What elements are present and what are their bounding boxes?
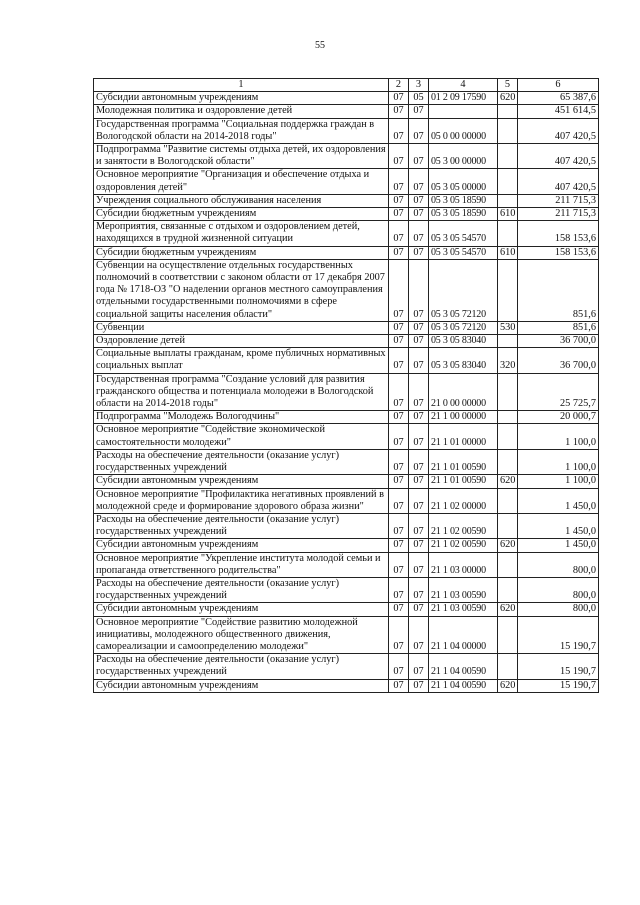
cell-subsection: 07 — [409, 539, 429, 552]
table-row — [94, 246, 599, 259]
cell-section: 07 — [389, 577, 409, 602]
cell-section: 07 — [389, 616, 409, 654]
cell-expense-type — [498, 373, 518, 411]
table-body — [94, 92, 599, 693]
cell-amount: 20 000,7 — [518, 411, 599, 424]
cell-expense-type: 620 — [498, 92, 518, 105]
cell-name: Основное мероприятие "Содействие развитию молодежной инициативы, молодежного общественного движения, самореализации и самоопределению молодежи" — [94, 616, 389, 654]
cell-name: Социальные выплаты гражданам, кроме публичных нормативных социальных выплат — [94, 348, 389, 373]
cell-name: Подпрограмма "Развитие системы отдыха детей, их оздоровления и занятости в Вологодской области" — [94, 144, 389, 169]
cell-expense-type: 620 — [498, 539, 518, 552]
cell-subsection: 07 — [409, 411, 429, 424]
budget-table — [93, 78, 599, 693]
cell-amount: 211 715,3 — [518, 208, 599, 221]
cell-name: Расходы на обеспечение деятельности (оказание услуг) государственных учреждений — [94, 654, 389, 679]
table-row — [94, 424, 599, 449]
cell-section: 07 — [389, 348, 409, 373]
cell-expense-type — [498, 552, 518, 577]
page-number: 55 — [315, 40, 325, 51]
cell-section: 07 — [389, 679, 409, 692]
cell-section: 07 — [389, 221, 409, 246]
cell-section: 07 — [389, 118, 409, 143]
cell-target-code: 05 3 05 54570 — [429, 246, 498, 259]
table-row — [94, 552, 599, 577]
table-row — [94, 144, 599, 169]
cell-target-code: 05 3 05 72120 — [429, 259, 498, 321]
cell-expense-type — [498, 259, 518, 321]
cell-name: Субсидии автономным учреждениям — [94, 92, 389, 105]
cell-expense-type — [498, 221, 518, 246]
cell-target-code: 05 0 00 00000 — [429, 118, 498, 143]
cell-amount: 25 725,7 — [518, 373, 599, 411]
cell-expense-type — [498, 105, 518, 118]
table-row — [94, 259, 599, 321]
table-row — [94, 321, 599, 334]
cell-section: 07 — [389, 259, 409, 321]
cell-section: 07 — [389, 208, 409, 221]
cell-subsection: 07 — [409, 221, 429, 246]
cell-expense-type — [498, 577, 518, 602]
cell-expense-type — [498, 616, 518, 654]
cell-section: 07 — [389, 105, 409, 118]
cell-target-code: 21 1 04 00590 — [429, 654, 498, 679]
cell-amount: 158 153,6 — [518, 221, 599, 246]
cell-target-code: 05 3 05 83040 — [429, 335, 498, 348]
table-row — [94, 654, 599, 679]
cell-section: 07 — [389, 411, 409, 424]
cell-expense-type: 620 — [498, 475, 518, 488]
cell-name: Субвенции на осуществление отдельных государственных полномочий в соответствии с законом области от 17 декабря 2007 года № 1718-ОЗ "О наделении органов местного самоуправления отдельными государственными полномочиями в сфере социальной защиты населения области" — [94, 259, 389, 321]
cell-section: 07 — [389, 424, 409, 449]
cell-subsection: 07 — [409, 513, 429, 538]
cell-section: 07 — [389, 539, 409, 552]
table-row — [94, 373, 599, 411]
cell-target-code: 05 3 05 00000 — [429, 169, 498, 194]
cell-target-code: 05 3 05 18590 — [429, 208, 498, 221]
cell-subsection: 07 — [409, 194, 429, 207]
cell-name: Подпрограмма "Молодежь Вологодчины" — [94, 411, 389, 424]
cell-target-code: 21 1 03 00590 — [429, 577, 498, 602]
cell-subsection: 07 — [409, 144, 429, 169]
cell-target-code: 05 3 05 72120 — [429, 321, 498, 334]
cell-expense-type — [498, 449, 518, 474]
cell-expense-type — [498, 411, 518, 424]
cell-name: Субсидии автономным учреждениям — [94, 679, 389, 692]
cell-amount: 36 700,0 — [518, 348, 599, 373]
table-row — [94, 105, 599, 118]
cell-target-code: 21 1 04 00000 — [429, 616, 498, 654]
cell-name: Мероприятия, связанные с отдыхом и оздоровлением детей, находящихся в трудной жизненной ситуации — [94, 221, 389, 246]
cell-subsection: 07 — [409, 577, 429, 602]
header-col-subsection: 3 — [409, 79, 429, 92]
cell-name: Государственная программа "Создание условий для развития гражданского общества и потенциала молодежи в Вологодской области на 2014-2018 годы" — [94, 373, 389, 411]
cell-amount: 65 387,6 — [518, 92, 599, 105]
cell-amount: 158 153,6 — [518, 246, 599, 259]
cell-name: Оздоровление детей — [94, 335, 389, 348]
cell-target-code: 21 1 03 00000 — [429, 552, 498, 577]
header-col-amount: 6 — [518, 79, 599, 92]
cell-section: 07 — [389, 475, 409, 488]
cell-amount: 15 190,7 — [518, 654, 599, 679]
cell-subsection: 07 — [409, 105, 429, 118]
cell-amount: 407 420,5 — [518, 169, 599, 194]
cell-expense-type — [498, 654, 518, 679]
cell-name: Субсидии автономным учреждениям — [94, 603, 389, 616]
cell-amount: 407 420,5 — [518, 144, 599, 169]
header-row — [94, 79, 599, 92]
cell-subsection: 07 — [409, 321, 429, 334]
header-col-section: 2 — [389, 79, 409, 92]
cell-amount: 451 614,5 — [518, 105, 599, 118]
table-row — [94, 679, 599, 692]
cell-target-code: 21 1 00 00000 — [429, 411, 498, 424]
cell-subsection: 07 — [409, 335, 429, 348]
cell-name: Государственная программа "Социальная поддержка граждан в Вологодской области на 2014-2018 годы" — [94, 118, 389, 143]
cell-amount: 1 100,0 — [518, 424, 599, 449]
cell-target-code: 21 1 03 00590 — [429, 603, 498, 616]
cell-amount: 1 100,0 — [518, 449, 599, 474]
cell-subsection: 07 — [409, 246, 429, 259]
cell-section: 07 — [389, 335, 409, 348]
header-col-name: 1 — [94, 79, 389, 92]
cell-expense-type — [498, 424, 518, 449]
cell-name: Основное мероприятие "Организация и обеспечение отдыха и оздоровления детей" — [94, 169, 389, 194]
cell-expense-type — [498, 144, 518, 169]
cell-amount: 15 190,7 — [518, 679, 599, 692]
cell-subsection: 07 — [409, 373, 429, 411]
cell-expense-type — [498, 335, 518, 348]
table-row — [94, 577, 599, 602]
cell-name: Субсидии автономным учреждениям — [94, 539, 389, 552]
cell-name: Субвенции — [94, 321, 389, 334]
cell-target-code: 21 1 01 00000 — [429, 424, 498, 449]
cell-subsection: 07 — [409, 118, 429, 143]
cell-amount: 1 450,0 — [518, 488, 599, 513]
cell-name: Субсидии бюджетным учреждениям — [94, 208, 389, 221]
cell-amount: 851,6 — [518, 259, 599, 321]
cell-amount: 800,0 — [518, 577, 599, 602]
cell-expense-type: 620 — [498, 603, 518, 616]
cell-subsection: 07 — [409, 603, 429, 616]
cell-expense-type — [498, 118, 518, 143]
cell-subsection: 07 — [409, 208, 429, 221]
cell-section: 07 — [389, 513, 409, 538]
cell-target-code: 21 1 02 00000 — [429, 488, 498, 513]
table-row — [94, 539, 599, 552]
table-row — [94, 513, 599, 538]
cell-amount: 800,0 — [518, 603, 599, 616]
cell-subsection: 07 — [409, 475, 429, 488]
cell-expense-type — [498, 194, 518, 207]
cell-subsection: 07 — [409, 616, 429, 654]
cell-amount: 36 700,0 — [518, 335, 599, 348]
cell-subsection: 07 — [409, 654, 429, 679]
table-row — [94, 449, 599, 474]
cell-target-code: 05 3 05 18590 — [429, 194, 498, 207]
table-row — [94, 169, 599, 194]
cell-subsection: 05 — [409, 92, 429, 105]
cell-expense-type: 610 — [498, 246, 518, 259]
cell-target-code: 21 1 02 00590 — [429, 539, 498, 552]
table-row — [94, 348, 599, 373]
table-row — [94, 616, 599, 654]
table-row — [94, 488, 599, 513]
cell-name: Субсидии бюджетным учреждениям — [94, 246, 389, 259]
cell-expense-type — [498, 513, 518, 538]
cell-target-code: 21 1 01 00590 — [429, 475, 498, 488]
cell-expense-type: 530 — [498, 321, 518, 334]
cell-target-code: 21 1 01 00590 — [429, 449, 498, 474]
cell-section: 07 — [389, 144, 409, 169]
cell-name: Основное мероприятие "Содействие экономической самостоятельности молодежи" — [94, 424, 389, 449]
cell-target-code: 21 0 00 00000 — [429, 373, 498, 411]
cell-amount: 15 190,7 — [518, 616, 599, 654]
cell-section: 07 — [389, 92, 409, 105]
cell-expense-type: 610 — [498, 208, 518, 221]
table-row — [94, 92, 599, 105]
cell-name: Расходы на обеспечение деятельности (оказание услуг) государственных учреждений — [94, 577, 389, 602]
cell-amount: 1 100,0 — [518, 475, 599, 488]
cell-target-code: 21 1 04 00590 — [429, 679, 498, 692]
cell-expense-type: 620 — [498, 679, 518, 692]
cell-subsection: 07 — [409, 169, 429, 194]
cell-section: 07 — [389, 169, 409, 194]
cell-section: 07 — [389, 488, 409, 513]
table-row — [94, 335, 599, 348]
cell-name: Молодежная политика и оздоровление детей — [94, 105, 389, 118]
cell-section: 07 — [389, 373, 409, 411]
cell-section: 07 — [389, 194, 409, 207]
table-row — [94, 208, 599, 221]
table-row — [94, 411, 599, 424]
header-col-expense-type: 5 — [498, 79, 518, 92]
cell-amount: 1 450,0 — [518, 539, 599, 552]
cell-target-code: 05 3 05 54570 — [429, 221, 498, 246]
cell-name: Учреждения социального обслуживания населения — [94, 194, 389, 207]
table-header — [94, 79, 599, 92]
cell-section: 07 — [389, 246, 409, 259]
cell-subsection: 07 — [409, 424, 429, 449]
table-row — [94, 603, 599, 616]
cell-subsection: 07 — [409, 348, 429, 373]
cell-amount: 851,6 — [518, 321, 599, 334]
cell-target-code: 05 3 00 00000 — [429, 144, 498, 169]
header-col-target-code: 4 — [429, 79, 498, 92]
table-row — [94, 194, 599, 207]
cell-target-code: 01 2 09 17590 — [429, 92, 498, 105]
cell-amount: 800,0 — [518, 552, 599, 577]
cell-subsection: 07 — [409, 552, 429, 577]
cell-amount: 1 450,0 — [518, 513, 599, 538]
cell-section: 07 — [389, 321, 409, 334]
cell-subsection: 07 — [409, 679, 429, 692]
cell-subsection: 07 — [409, 449, 429, 474]
cell-name: Расходы на обеспечение деятельности (оказание услуг) государственных учреждений — [94, 513, 389, 538]
cell-target-code: 21 1 02 00590 — [429, 513, 498, 538]
cell-name: Расходы на обеспечение деятельности (оказание услуг) государственных учреждений — [94, 449, 389, 474]
cell-expense-type — [498, 488, 518, 513]
cell-subsection: 07 — [409, 259, 429, 321]
cell-subsection: 07 — [409, 488, 429, 513]
cell-target-code: 05 3 05 83040 — [429, 348, 498, 373]
cell-section: 07 — [389, 449, 409, 474]
cell-section: 07 — [389, 603, 409, 616]
table-row — [94, 475, 599, 488]
cell-section: 07 — [389, 552, 409, 577]
cell-expense-type — [498, 169, 518, 194]
cell-section: 07 — [389, 654, 409, 679]
cell-target-code — [429, 105, 498, 118]
cell-amount: 407 420,5 — [518, 118, 599, 143]
cell-name: Основное мероприятие "Профилактика негативных проявлений в молодежной среде и формирование здорового образа жизни" — [94, 488, 389, 513]
cell-name: Субсидии автономным учреждениям — [94, 475, 389, 488]
table-row — [94, 221, 599, 246]
cell-name: Основное мероприятие "Укрепление института молодой семьи и пропаганда ответственного родительства" — [94, 552, 389, 577]
cell-amount: 211 715,3 — [518, 194, 599, 207]
table-row — [94, 118, 599, 143]
cell-expense-type: 320 — [498, 348, 518, 373]
